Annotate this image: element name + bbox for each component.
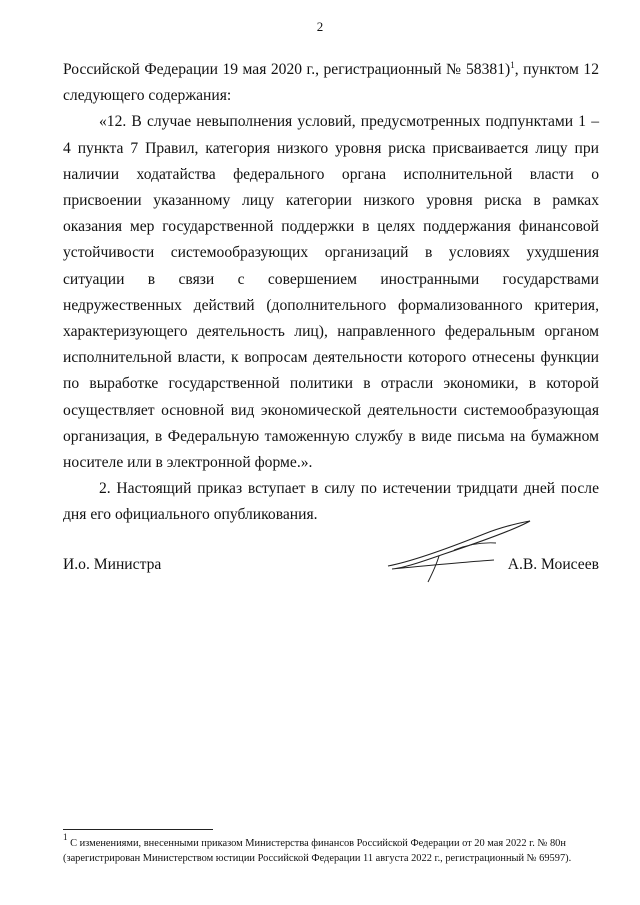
paragraph-effective-date: 2. Настоящий приказ вступает в силу по истечении тридцати дней после дня его официального опубликования.: [63, 480, 599, 524]
footnote-marker: 1: [63, 832, 68, 842]
signatory-title: И.о. Министра: [63, 556, 162, 573]
footnote: [63, 832, 603, 866]
footnote-line-1: [63, 832, 603, 851]
footnote-divider: [63, 829, 213, 830]
paragraph-text-tail: , пунктом 12 следующего содержания:: [63, 61, 599, 105]
paragraph-continuation: [63, 57, 599, 109]
footnote-reference: 1: [510, 60, 515, 70]
page-number: 2: [316, 19, 324, 34]
paragraph-text: Российской Федерации 19 мая 2020 г., регистрационный № 58381): [63, 61, 511, 78]
signatory-name: А.В. Моисеев: [507, 556, 599, 573]
document-body: [63, 57, 599, 529]
footnote-text-1: С изменениями, внесенными приказом Министерства финансов Российской Федерации от 20 мая 2022 г. № 80н: [67, 838, 566, 849]
footnote-line-2: (зарегистрирован Министерством юстиции Российской Федерации 11 августа 2022 г., регистрационный № 69597).: [63, 853, 572, 864]
handwritten-signature: [384, 516, 534, 586]
paragraph-amendment: «12. В случае невыполнения условий, предусмотренных подпунктами 1 – 4 пункта 7 Правил, категория низкого уровня риска присваивается лицу при наличии ходатайства федерального органа исполнительной власти о присвоении указанному лицу категории низкого уровня риска в рамках оказания мер государственной поддержки в целях поддержания финансовой устойчивости системообразующих организаций в условиях ухудшения ситуации в связи с совершением иностранными государствами недружественных действий (дополнительного формализованного критерия, характеризующего деятельность лиц), направленного федеральным органом исполнительной власти, к вопросам деятельности которого отнесены функции по выработке государственной политики в отрасли экономики, в которой осуществляет основной вид экономической деятельности системообразующая организация, в Федеральную таможенную службу в виде письма на бумажном носителе или в электронной форме.».: [63, 113, 599, 472]
